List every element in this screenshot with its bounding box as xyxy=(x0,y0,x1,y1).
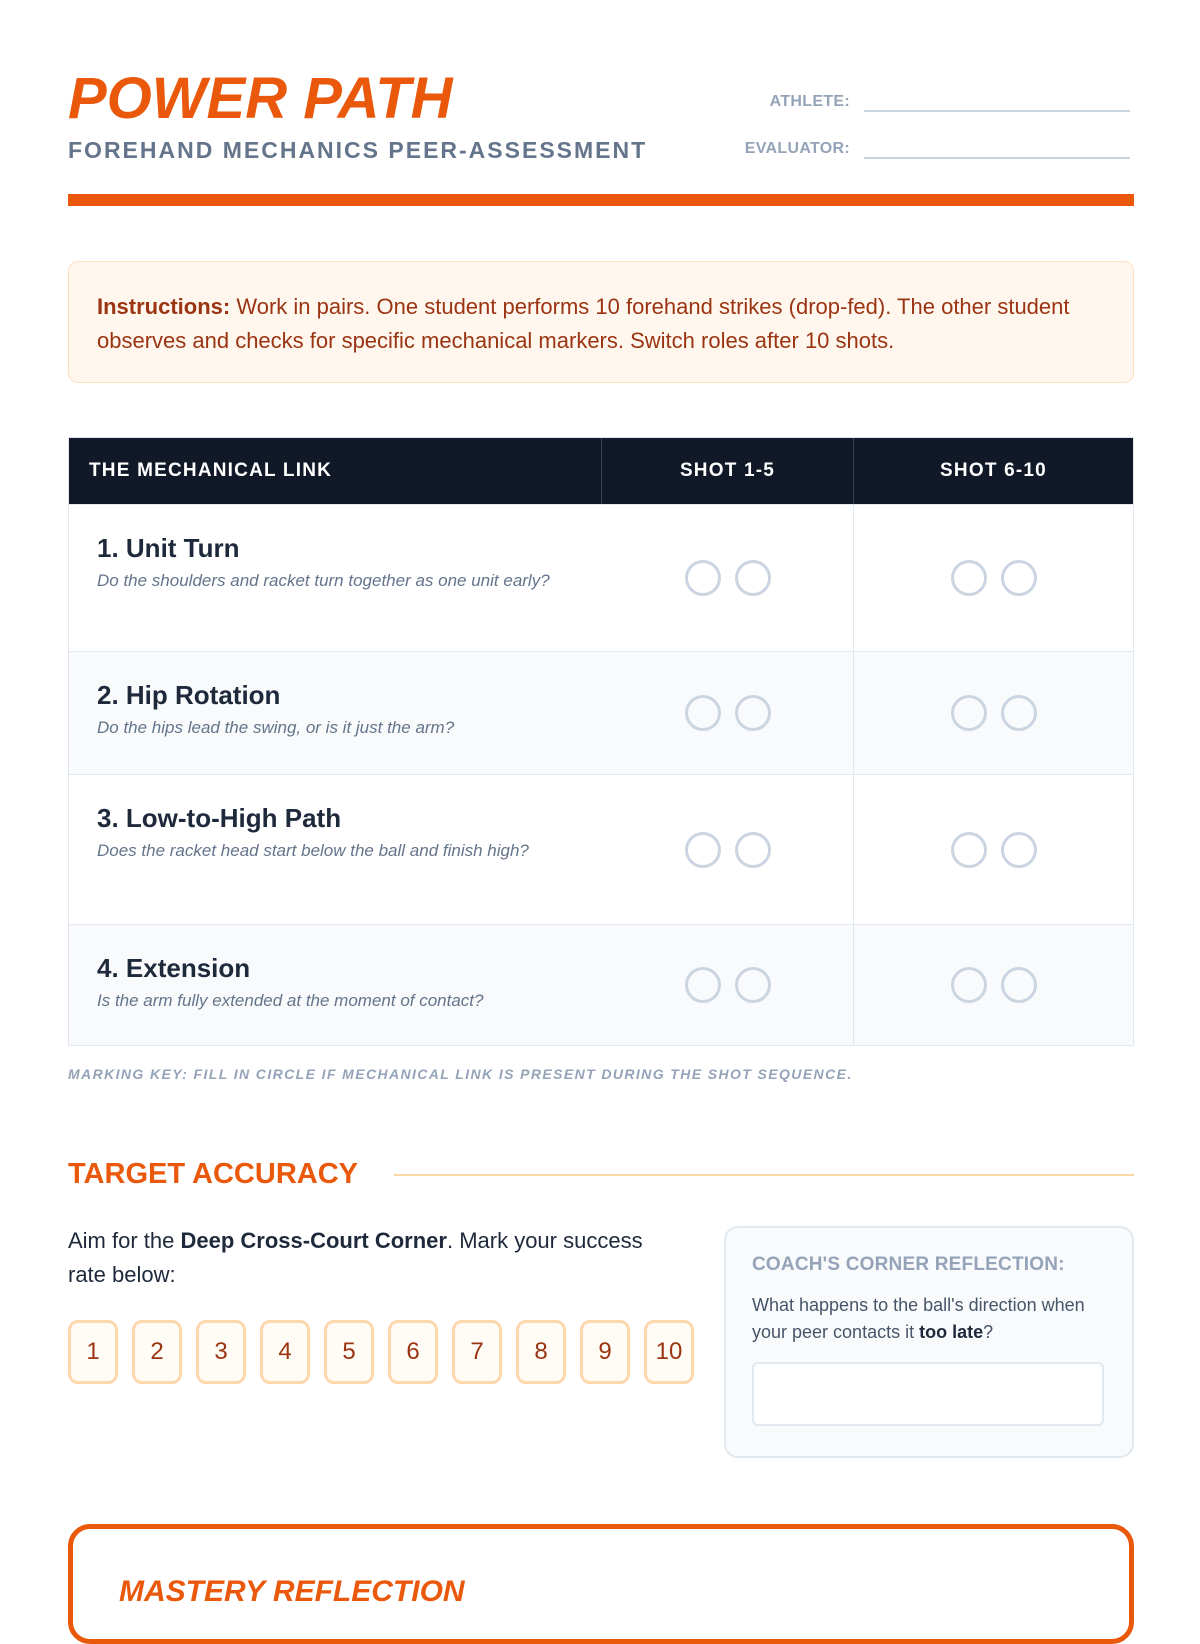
link-name: 3. Low-to-High Path xyxy=(97,803,342,833)
mark-circle[interactable] xyxy=(735,832,771,868)
table-row xyxy=(69,774,1133,924)
table-row xyxy=(69,924,1133,1045)
aim-pre: Aim for the xyxy=(68,1228,181,1253)
success-rate-boxes xyxy=(68,1320,708,1384)
shot-6-10-cell xyxy=(854,652,1133,774)
shot-1-5-cell xyxy=(602,505,854,651)
mastery-title: MASTERY REFLECTION xyxy=(119,1575,465,1608)
link-cell xyxy=(69,652,602,774)
mark-circle[interactable] xyxy=(685,695,721,731)
link-name: 1. Unit Turn xyxy=(97,533,240,563)
athlete-field xyxy=(730,92,1130,112)
instructions-lead: Instructions: xyxy=(97,294,231,319)
section-divider xyxy=(394,1174,1134,1176)
target-accuracy-title: TARGET ACCURACY xyxy=(68,1158,358,1190)
header-shot-6-10: SHOT 6-10 xyxy=(940,460,1047,481)
coach-question xyxy=(752,1292,1106,1346)
header-accent-bar xyxy=(68,194,1134,206)
mark-circle[interactable] xyxy=(1001,832,1037,868)
link-description: Do the shoulders and racket turn together as one unit early? xyxy=(97,571,550,590)
athlete-input-line[interactable] xyxy=(864,110,1130,112)
shot-1-5-cell xyxy=(602,652,854,774)
link-cell xyxy=(69,775,602,924)
coach-q-post: ? xyxy=(983,1322,994,1342)
marking-key: MARKING KEY: FILL IN CIRCLE IF MECHANICAL LINK IS PRESENT DURING THE SHOT SEQUENCE. xyxy=(68,1066,853,1082)
mastery-reflection-box xyxy=(68,1524,1134,1644)
table-row xyxy=(69,504,1133,651)
coach-q-bold: too late xyxy=(919,1322,984,1342)
coach-q-pre: What happens to the ball's direction when your peer contacts it xyxy=(752,1295,1085,1342)
aim-instruction xyxy=(68,1224,668,1292)
evaluator-field xyxy=(730,139,1130,159)
shot-6-10-cell xyxy=(854,925,1133,1045)
table-header xyxy=(69,438,1133,504)
mark-circle[interactable] xyxy=(685,967,721,1003)
link-cell xyxy=(69,505,602,651)
mark-circle[interactable] xyxy=(1001,560,1037,596)
page-title: POWER PATH xyxy=(68,66,453,131)
coach-answer-field[interactable] xyxy=(752,1362,1104,1426)
shot-box[interactable]: 3 xyxy=(196,1320,246,1384)
aim-post: . Mark your success rate below: xyxy=(68,1228,643,1287)
shot-box[interactable]: 4 xyxy=(260,1320,310,1384)
coach-corner-card xyxy=(724,1226,1134,1458)
shot-6-10-cell xyxy=(854,775,1133,924)
link-name: 2. Hip Rotation xyxy=(97,680,281,710)
shot-box[interactable]: 6 xyxy=(388,1320,438,1384)
link-cell xyxy=(69,925,602,1045)
shot-6-10-cell xyxy=(854,505,1133,651)
mark-circle[interactable] xyxy=(951,832,987,868)
mark-circle[interactable] xyxy=(735,967,771,1003)
shot-box[interactable]: 7 xyxy=(452,1320,502,1384)
athlete-label: ATHLETE: xyxy=(769,93,850,110)
shot-1-5-cell xyxy=(602,925,854,1045)
shot-box[interactable]: 2 xyxy=(132,1320,182,1384)
mark-circle[interactable] xyxy=(951,695,987,731)
header-shot-1-5: SHOT 1-5 xyxy=(602,438,854,504)
evaluator-label: EVALUATOR: xyxy=(744,140,850,157)
shot-box[interactable]: 8 xyxy=(516,1320,566,1384)
link-name: 4. Extension xyxy=(97,953,251,983)
mark-circle[interactable] xyxy=(735,560,771,596)
page-subtitle: FOREHAND MECHANICS PEER-ASSESSMENT xyxy=(68,137,648,163)
table-row xyxy=(69,651,1133,774)
mark-circle[interactable] xyxy=(685,560,721,596)
aim-target: Deep Cross-Court Corner xyxy=(180,1228,447,1253)
mark-circle[interactable] xyxy=(951,967,987,1003)
link-description: Does the racket head start below the ball and finish high? xyxy=(97,841,529,860)
mark-circle[interactable] xyxy=(1001,967,1037,1003)
shot-box[interactable]: 9 xyxy=(580,1320,630,1384)
mechanics-table xyxy=(68,437,1134,1046)
link-description: Do the hips lead the swing, or is it just the arm? xyxy=(97,718,455,737)
shot-box[interactable]: 10 xyxy=(644,1320,694,1384)
header-mechanical-link: THE MECHANICAL LINK xyxy=(69,438,602,504)
evaluator-input-line[interactable] xyxy=(864,157,1130,159)
mark-circle[interactable] xyxy=(1001,695,1037,731)
shot-box[interactable]: 1 xyxy=(68,1320,118,1384)
mark-circle[interactable] xyxy=(951,560,987,596)
coach-corner-title: COACH'S CORNER REFLECTION: xyxy=(752,1254,1065,1275)
instructions-box xyxy=(68,261,1134,383)
shot-1-5-cell xyxy=(602,775,854,924)
instructions-text: Work in pairs. One student performs 10 forehand strikes (drop-fed). The other student observes and checks for specific mechanical markers. Switch roles after 10 shots. xyxy=(97,294,1070,353)
shot-box[interactable]: 5 xyxy=(324,1320,374,1384)
mark-circle[interactable] xyxy=(685,832,721,868)
link-description: Is the arm fully extended at the moment of contact? xyxy=(97,991,484,1010)
mark-circle[interactable] xyxy=(735,695,771,731)
